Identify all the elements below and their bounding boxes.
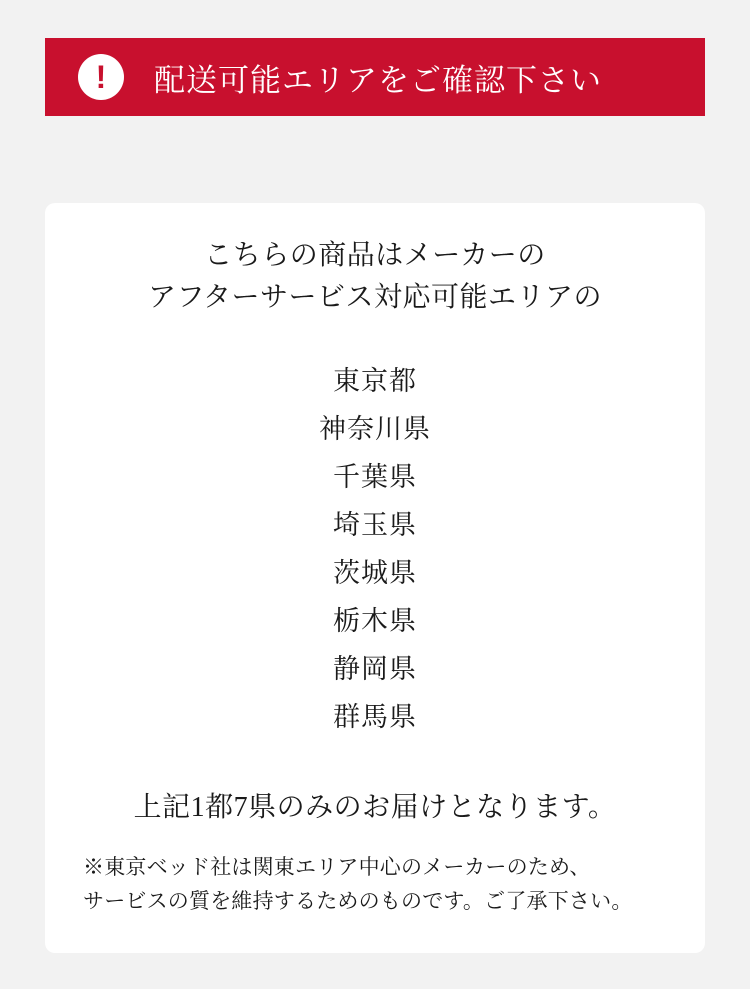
list-item: 神奈川県	[319, 414, 431, 445]
summary-text: 上記1都7県のみのお届けとなります。	[133, 792, 617, 824]
intro-line-1: こちらの商品はメーカーの	[204, 240, 546, 271]
exclamation-icon: !	[78, 54, 124, 100]
list-item: 埼玉県	[333, 510, 417, 541]
prefecture-list	[75, 357, 675, 741]
list-item: 東京都	[333, 366, 417, 396]
footnote	[75, 851, 675, 918]
notice-banner	[45, 38, 705, 116]
banner-title: 配送可能エリアをご確認下さい	[154, 62, 602, 98]
list-item: 千葉県	[333, 462, 417, 493]
notice-card	[45, 203, 705, 953]
list-item: 静岡県	[333, 654, 417, 685]
footnote-line-1: ※東京ベッド社は関東エリア中心のメーカーのため、	[83, 855, 591, 880]
intro-line-2: アフターサービス対応可能エリアの	[147, 282, 603, 313]
intro-text	[75, 235, 675, 319]
footnote-line-2: サービスの質を維持するためのものです。ご了承下さい。	[83, 888, 633, 913]
list-item: 栃木県	[333, 606, 417, 637]
list-item: 茨城県	[333, 558, 417, 589]
list-item: 群馬県	[333, 702, 417, 733]
